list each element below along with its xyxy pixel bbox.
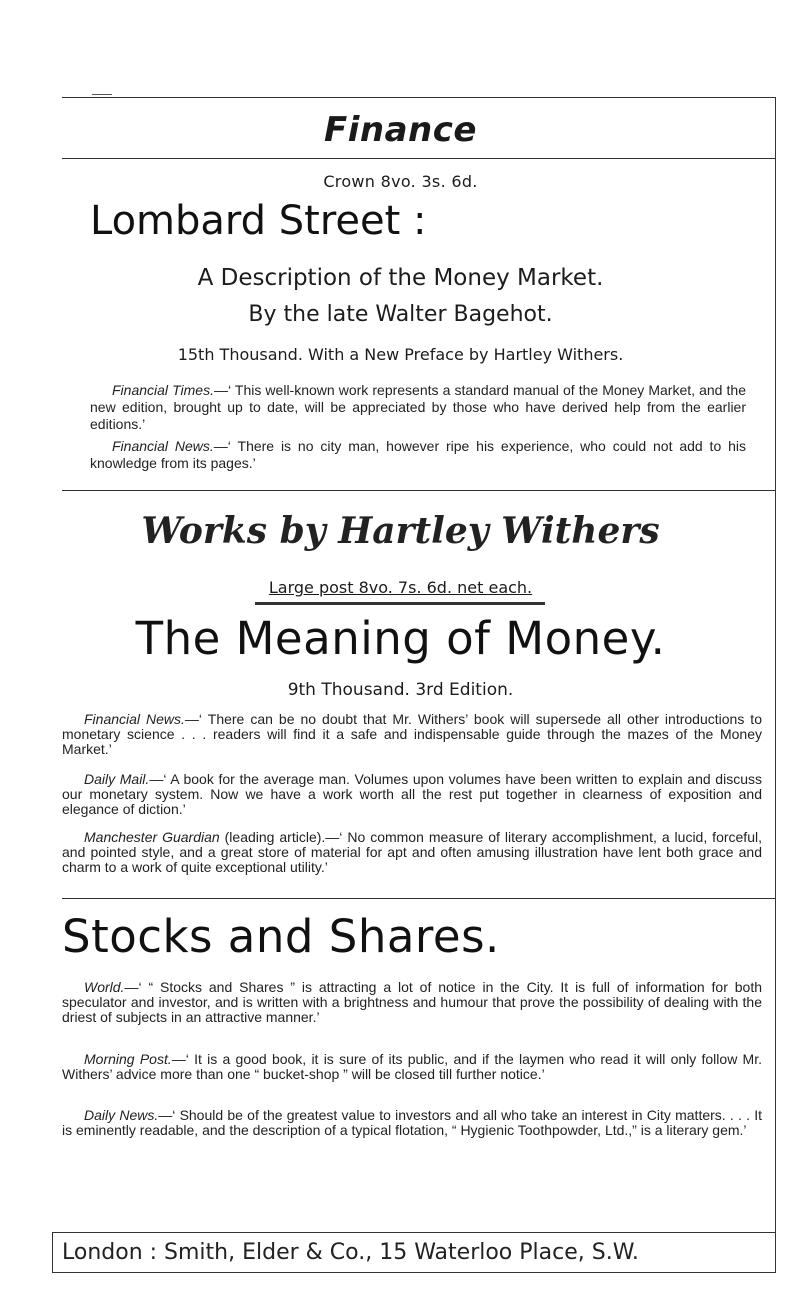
review-text: —‘ “ Stocks and Shares ” is attracting a lot of notice in the City. It is full of information for both speculator and investor, and is written with a brightness and humour that prove the possibility of dealing with the driest of subjects in an attractive manner.’ — [62, 979, 762, 1025]
review-text: —‘ Should be of the greatest value to investors and all who take an interest in City matters. . . . It is eminently readable, and the description of a typical flotation, “ Hygienic Toothpowder, Ltd.,” is a literary gem.’ — [62, 1107, 762, 1138]
book3-review-1 — [62, 980, 762, 1025]
header-divider — [62, 158, 776, 159]
section-divider-2 — [62, 898, 776, 899]
book2-edition: 9th Thousand. 3rd Edition. — [287, 680, 514, 700]
book1-review-2 — [90, 438, 746, 472]
review-text: —‘ This well-known work represents a standard manual of the Money Market, and the new edition, brought up to date, will be appreciated by those who have derived help from the earlier editions.’ — [90, 382, 746, 432]
review-source: Daily Mail. — [84, 771, 150, 787]
review-source: Financial Times. — [112, 382, 214, 398]
page-title: Finance — [324, 110, 477, 150]
book1-author: By the late Walter Bagehot. — [248, 302, 553, 327]
review-source: Financial News. — [84, 711, 185, 727]
review-text: —‘ A book for the average man. Volumes upon volumes have been written to explain and discuss our monetary system. Now we have a work worth all the rest put together in clearness of exposition and elegance of diction.’ — [62, 771, 762, 817]
review-source: Morning Post. — [84, 1051, 172, 1067]
top-rule-accent — [92, 94, 112, 95]
publisher-imprint: London : Smith, Elder & Co., 15 Waterloo Place, S.W. — [62, 1240, 639, 1265]
section-format: Large post 8vo. 7s. 6d. net each. — [268, 578, 533, 597]
book2-title: The Meaning of Money. — [135, 612, 666, 665]
review-text: —‘ There can be no doubt that Mr. Withers’ book will supersede all other introductions to monetary science . . . readers will find it a safe and indispensable guide through the mazes of the Money Market.’ — [62, 711, 762, 757]
section-divider-1 — [62, 490, 776, 491]
book1-title: Lombard Street : — [90, 198, 427, 244]
bottom-rule — [52, 1272, 776, 1273]
footer-divider — [52, 1232, 776, 1233]
review-source: World. — [84, 979, 125, 995]
book3-review-3 — [62, 1108, 762, 1138]
review-text: —‘ It is a good book, it is sure of its public, and if the laymen who read it will only follow Mr. Withers’ advice more than one “ bucket-shop ” will be closed till further notice.’ — [62, 1051, 762, 1082]
review-source: Financial News. — [112, 438, 214, 454]
book1-format: Crown 8vo. 3s. 6d. — [323, 172, 478, 191]
book2-review-3 — [62, 830, 762, 875]
book3-title: Stocks and Shares. — [62, 910, 500, 963]
book1-subtitle: A Description of the Money Market. — [197, 265, 604, 291]
format-underline — [255, 602, 545, 605]
book2-review-1 — [62, 712, 762, 757]
review-source: Manchester Guardian — [84, 829, 220, 845]
review-text: —‘ There is no city man, however ripe his experience, who could not add to his knowledge from its pages.’ — [90, 438, 746, 471]
review-text: (leading article).—‘ No common measure of literary accomplishment, a lucid, forceful, and pointed style, and a great store of material for apt and often amusing illustration have lent both grace and charm to a work of quite exceptional utility.’ — [62, 829, 762, 875]
book2-review-2 — [62, 772, 762, 817]
section-heading: Works by Hartley Withers — [141, 510, 660, 552]
book3-review-2 — [62, 1052, 762, 1082]
book1-edition: 15th Thousand. With a New Preface by Hartley Withers. — [177, 345, 624, 364]
review-source: Daily News. — [84, 1107, 159, 1123]
left-border-footer — [52, 1232, 53, 1272]
top-rule — [62, 97, 776, 98]
book1-review-1 — [90, 382, 746, 433]
